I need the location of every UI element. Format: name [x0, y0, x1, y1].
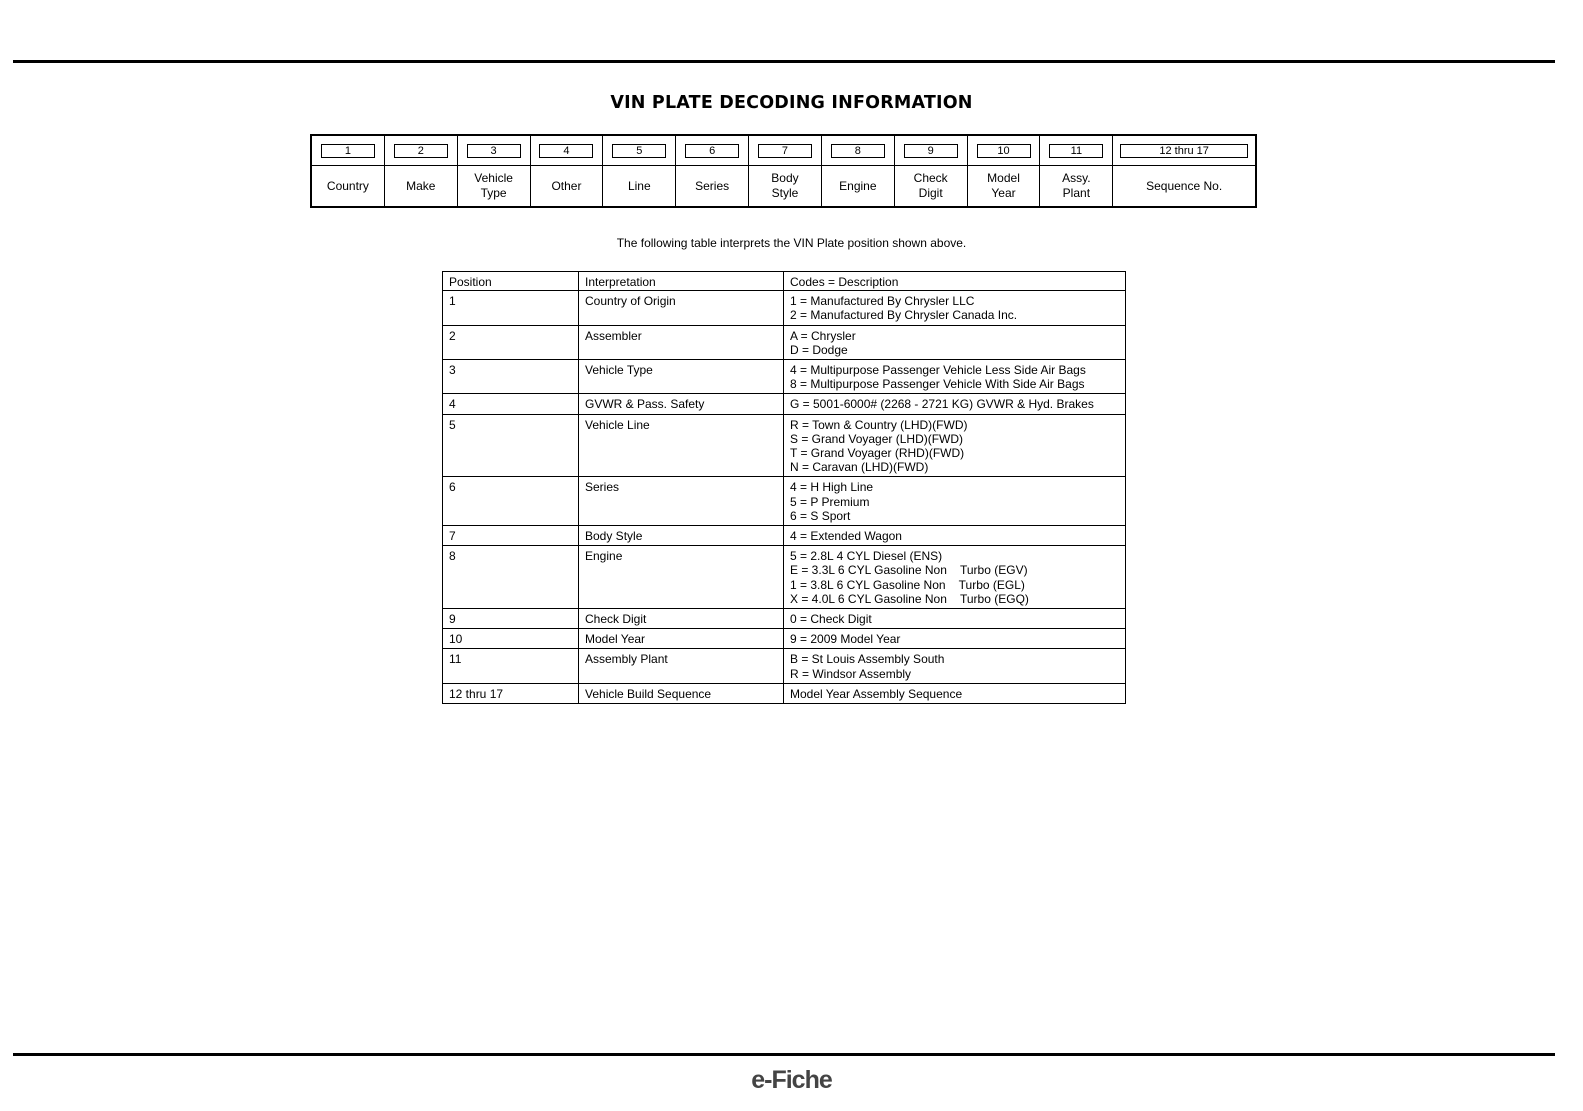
vin-position-label: Line: [627, 178, 651, 193]
table-row: [443, 360, 1126, 394]
code-line: 1 = Manufactured By Chrysler LLC: [790, 294, 975, 309]
code-line: R = Town & Country (LHD)(FWD): [790, 417, 968, 432]
vin-position-label: Engine: [839, 178, 877, 193]
cell-position: 4: [443, 394, 579, 414]
code-line: B = St Louis Assembly South: [790, 652, 945, 667]
vin-position-number-area: [676, 136, 748, 166]
header-position: Position: [443, 272, 579, 291]
cell-codes: [784, 394, 1126, 414]
code-line: A = Chrysler: [790, 328, 856, 343]
cell-codes: [784, 325, 1126, 359]
cell-codes: [784, 629, 1126, 649]
cell-codes: [784, 526, 1126, 546]
cell-interpretation: Vehicle Build Sequence: [579, 683, 784, 703]
vin-position-cell: [1040, 136, 1113, 206]
code-line: 4 = Extended Wagon: [790, 529, 902, 544]
cell-interpretation: GVWR & Pass. Safety: [579, 394, 784, 414]
code-line: 5 = P Premium: [790, 494, 870, 509]
cell-position: 7: [443, 526, 579, 546]
code-line: 1 = 3.8L 6 CYL Gasoline Non Turbo (EGL): [790, 577, 1025, 592]
cell-codes: [784, 414, 1126, 477]
vin-position-cell: [603, 136, 676, 206]
cell-position: 8: [443, 546, 579, 609]
vin-position-number-area: [385, 136, 457, 166]
table-row: [443, 291, 1126, 325]
cell-codes: [784, 609, 1126, 629]
vin-position-number-area: [531, 136, 603, 166]
table-row: [443, 526, 1126, 546]
vin-position-number: 11: [1049, 144, 1103, 158]
cell-codes: [784, 291, 1126, 325]
vin-position-number: 2: [394, 144, 448, 158]
cell-interpretation: Assembly Plant: [579, 649, 784, 683]
cell-position: 3: [443, 360, 579, 394]
code-line: 5 = 2.8L 4 CYL Diesel (ENS): [790, 549, 943, 564]
cell-interpretation: Assembler: [579, 325, 784, 359]
cell-codes: [784, 683, 1126, 703]
code-line: N = Caravan (LHD)(FWD): [790, 460, 929, 475]
vin-position-number: 7: [758, 144, 812, 158]
cell-interpretation: Vehicle Type: [579, 360, 784, 394]
vin-position-number: 3: [467, 144, 521, 158]
vin-position-number: 8: [831, 144, 885, 158]
vin-position-number: 9: [904, 144, 958, 158]
table-row: [443, 325, 1126, 359]
vin-position-number-area: [895, 136, 967, 166]
vin-position-label: Assy. Plant: [1062, 171, 1091, 200]
vin-position-number: 4: [539, 144, 593, 158]
table-row: [443, 414, 1126, 477]
cell-position: 2: [443, 325, 579, 359]
cell-position: 5: [443, 414, 579, 477]
vin-decode-table: [442, 271, 1126, 704]
page-title: VIN PLATE DECODING INFORMATION: [610, 93, 973, 113]
vin-position-cell: [312, 136, 385, 206]
cell-codes: [784, 546, 1126, 609]
header-interpretation: Interpretation: [579, 272, 784, 291]
vin-position-number-area: [749, 136, 821, 166]
vin-position-label: Model Year: [987, 171, 1020, 200]
vin-position-number: 6: [685, 144, 739, 158]
vin-position-label: Make: [406, 178, 436, 193]
vin-position-label: Body Style: [771, 171, 799, 200]
code-line: T = Grand Voyager (RHD)(FWD): [790, 446, 965, 461]
vin-position-cell: [968, 136, 1041, 206]
cell-codes: [784, 649, 1126, 683]
cell-position: 9: [443, 609, 579, 629]
cell-interpretation: Vehicle Line: [579, 414, 784, 477]
code-line: 4 = Multipurpose Passenger Vehicle Less Side Air Bags: [790, 363, 1086, 378]
vin-position-label: Sequence No.: [1146, 178, 1223, 193]
code-line: 9 = 2009 Model Year: [790, 632, 901, 647]
header-codes: Codes = Description: [784, 272, 1126, 291]
cell-interpretation: Engine: [579, 546, 784, 609]
table-row: [443, 546, 1126, 609]
vin-position-label: Vehicle Type: [474, 171, 513, 200]
cell-codes: [784, 360, 1126, 394]
vin-position-number-area: [312, 136, 384, 166]
cell-interpretation: Country of Origin: [579, 291, 784, 325]
vin-position-cell: [895, 136, 968, 206]
cell-position: 10: [443, 629, 579, 649]
table-row: [443, 394, 1126, 414]
vin-position-label: Check Digit: [913, 171, 948, 200]
table-row: [443, 609, 1126, 629]
cell-position: 11: [443, 649, 579, 683]
table-header-row: [443, 272, 1126, 291]
efiche-logo: e-Fiche: [751, 1066, 832, 1094]
vin-position-label: Series: [695, 178, 730, 193]
vin-position-number: 10: [977, 144, 1031, 158]
code-line: 2 = Manufactured By Chrysler Canada Inc.: [790, 308, 1018, 323]
table-row: [443, 649, 1126, 683]
vin-position-cell: [385, 136, 458, 206]
vin-position-number-area: [1040, 136, 1112, 166]
cell-position: 6: [443, 477, 579, 526]
code-line: 4 = H High Line: [790, 480, 874, 495]
cell-position: 1: [443, 291, 579, 325]
bottom-rule: [13, 1053, 1555, 1056]
cell-interpretation: Model Year: [579, 629, 784, 649]
vin-position-label: Other: [551, 178, 582, 193]
code-line: 8 = Multipurpose Passenger Vehicle With Side Air Bags: [790, 377, 1085, 392]
cell-codes: [784, 477, 1126, 526]
vin-position-number: 12 thru 17: [1120, 144, 1248, 158]
code-line: S = Grand Voyager (LHD)(FWD): [790, 431, 964, 446]
vin-position-number-area: [458, 136, 530, 166]
table-caption: The following table interprets the VIN Plate position shown above.: [616, 236, 967, 250]
code-line: E = 3.3L 6 CYL Gasoline Non Turbo (EGV): [790, 563, 1028, 578]
vin-position-number-area: [968, 136, 1040, 166]
cell-interpretation: Check Digit: [579, 609, 784, 629]
top-rule: [13, 60, 1555, 63]
vin-position-cell: [1113, 136, 1255, 206]
table-row: [443, 683, 1126, 703]
vin-position-label: Country: [326, 178, 369, 193]
code-line: Model Year Assembly Sequence: [790, 686, 963, 701]
code-line: G = 5001-6000# (2268 - 2721 KG) GVWR & Hyd. Brakes: [790, 397, 1094, 412]
vin-position-number: 1: [321, 144, 375, 158]
cell-interpretation: Series: [579, 477, 784, 526]
table-row: [443, 477, 1126, 526]
code-line: R = Windsor Assembly: [790, 666, 912, 681]
code-line: X = 4.0L 6 CYL Gasoline Non Turbo (EGQ): [790, 591, 1029, 606]
vin-plate-diagram: [310, 134, 1257, 208]
vin-position-cell: [749, 136, 822, 206]
cell-interpretation: Body Style: [579, 526, 784, 546]
vin-position-number-area: [822, 136, 894, 166]
code-line: 0 = Check Digit: [790, 612, 872, 627]
code-line: 6 = S Sport: [790, 508, 851, 523]
vin-position-number-area: [603, 136, 675, 166]
vin-position-cell: [458, 136, 531, 206]
vin-position-number-area: [1113, 136, 1255, 166]
vin-position-cell: [822, 136, 895, 206]
vin-position-cell: [676, 136, 749, 206]
cell-position: 12 thru 17: [443, 683, 579, 703]
code-line: D = Dodge: [790, 342, 848, 357]
vin-position-cell: [531, 136, 604, 206]
table-row: [443, 629, 1126, 649]
vin-position-number: 5: [612, 144, 666, 158]
